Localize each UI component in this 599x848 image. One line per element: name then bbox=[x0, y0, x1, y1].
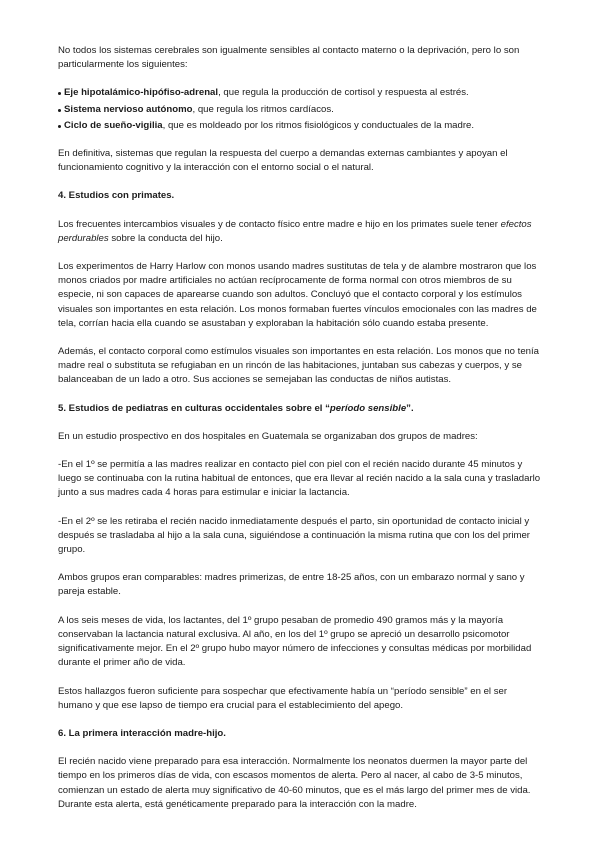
paragraph-findings: Estos hallazgos fueron suficiente para sospechar que efectivamente había un “período sensible” en el ser humano y que ese lapso de tiempo era crucial para el establecimiento del apego. bbox=[58, 685, 508, 711]
list-item bbox=[58, 119, 541, 133]
list-item-term: Eje hipotalámico-hipófiso-adrenal bbox=[64, 87, 219, 99]
paragraph-harlow: Los experimentos de Harry Harlow con monos usando madres sustitutas de tela y de alambre mostraron que los monos criados por madre artificiales no actúan recíprocamente de forma normal con otros miembros de su especie, ni son capaces de aparearse cuando son adultos. Concluyó que el contacto corporal y los estímulos visuales son importantes en esta relación. Los monos formaban fuertes vínculos emocionales con las madres de tela, corrían hacia ella cuando se asustaban y exploraban la habitación sólo cuando estaba presente. bbox=[58, 261, 537, 329]
paragraph-primates bbox=[58, 218, 541, 246]
heading-text: 5. Estudios de pediatras en culturas occidentales sobre el “ bbox=[58, 402, 330, 414]
emphasis-text: efectos perdurables bbox=[58, 218, 532, 244]
paragraph-newborn: El recién nacido viene preparado para esa interacción. Normalmente los neonatos duermen la mayor parte del tiempo en los primeros días de vida, con escasos momentos de alerta. Pero al nacer, al cabo de 3-5 minutos, comienzan un estado de alerta muy significativo de 40-60 minutos, que es el más largo del primer mes de vida. Durante esta alerta, está genéticamente preparado para la interacción con la madre. bbox=[58, 756, 531, 810]
list-item-term: Ciclo de sueño-vigilia bbox=[64, 119, 163, 131]
paragraph-both-groups: Ambos grupos eran comparables: madres primerizas, de entre 18-25 años, con un embarazo normal y sano y pareja estable. bbox=[58, 572, 525, 598]
list-item bbox=[58, 103, 541, 117]
paragraph-group-1: -En el 1º se permitía a las madres realizar en contacto piel con piel con el recién nacido durante 45 minutos y luego se continuaba con la rutina habitual de entonces, que era llevar al recién nacido a la sala cuna y trasladarlo junto a sus madres cada 4 horas para estimular e iniciar la lactancia. bbox=[58, 459, 541, 499]
list-item bbox=[58, 86, 541, 100]
paragraph-guatemala: En un estudio prospectivo en dos hospitales en Guatemala se organizaban dos grupos de madres: bbox=[58, 430, 478, 442]
heading-text: ”. bbox=[406, 402, 414, 414]
heading-emphasis: período sensible bbox=[329, 402, 407, 414]
list-item-text: , que regula la producción de cortisol y respuesta al estrés. bbox=[218, 87, 469, 99]
brain-systems-list bbox=[58, 86, 541, 133]
section-heading-4: 4. Estudios con primates. bbox=[58, 190, 175, 202]
paragraph-summary: En definitiva, sistemas que regulan la respuesta del cuerpo a demandas externas cambiantes y apoyan el funcionamiento cognitivo y la interacción con el entorno social o el natural. bbox=[58, 148, 508, 174]
section-heading-6: 6. La primera interacción madre-hijo. bbox=[58, 727, 226, 739]
list-item-term: Sistema nervioso autónomo bbox=[64, 103, 193, 115]
paragraph-six-months: A los seis meses de vida, los lactantes, del 1º grupo pesaban de promedio 490 gramos más y la mayoría conservaban la lactancia natural exclusiva. Al año, en los del 1º grupo se apreció un desarrollo psicomotor significativamente mejor. En el 2º grupo hubo mayor número de infecciones y consultas médicas por morbilidad durante el primer año de vida. bbox=[58, 614, 532, 669]
section-heading-5 bbox=[58, 402, 541, 416]
list-item-text: , que regula los ritmos cardíacos. bbox=[192, 103, 334, 115]
text-run: Los frecuentes intercambios visuales y de contacto físico entre madre e hijo en los primates suele tener bbox=[58, 218, 501, 230]
paragraph-group-2: -En el 2º se les retiraba el recién nacido inmediatamente después el parto, sin oportunidad de contacto inicial y después se trasladaba al hijo a la sala cuna, siguiéndose a continuación la misma rutina que con los del primer grupo. bbox=[58, 515, 530, 556]
paragraph-ademas: Además, el contacto corporal como estímulos visuales son importantes en esta relación. Los monos que no tenía madre real o substituta se refugiaban en un rincón de las habitaciones, juntaban sus cabezas y cuerpos, y se balanceaban de un lado a otro. Sus acciones se semejaban las conductas de niños autistas. bbox=[58, 346, 540, 386]
list-item-text: , que es moldeado por los ritmos fisiológicos y conductuales de la madre. bbox=[162, 119, 475, 131]
paragraph-intro: No todos los sistemas cerebrales son igualmente sensibles al contacto materno o la deprivación, pero lo son particularmente los siguientes: bbox=[58, 45, 520, 71]
text-run: sobre la conducta del hijo. bbox=[108, 232, 223, 244]
